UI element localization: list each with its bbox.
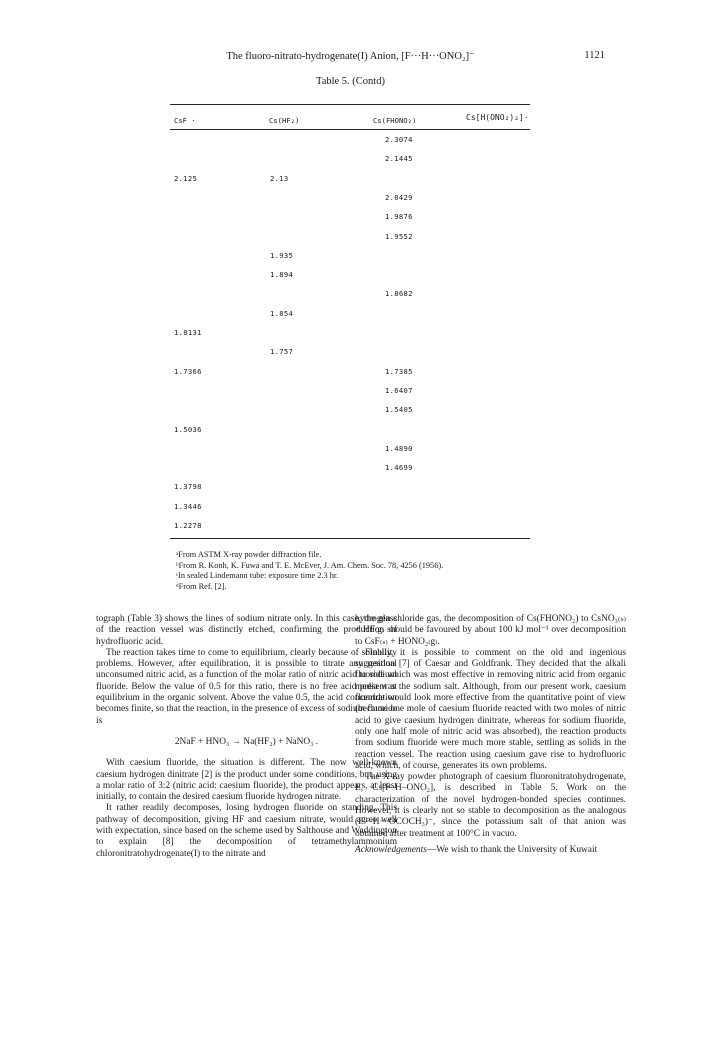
table-cell: 1.9876 (385, 212, 413, 222)
left-text-column (96, 614, 397, 860)
paragraph: Finally, it is possible to comment on the old and ingenious suggestion [7] of Caesar and Goldfrank. They decided that the alkali fluoride which was most effective in removing nitric acid from organic media was the sodium salt. Although, from our present work, caesium fluoride would look more effective from the quantitative point of view (because one mole of caesium fluoride reacted with two moles of nitric acid to give caesium hydrogen dinitrate, whereas for sodium fluoride, only one half mole of nitric acid was absorbed), the reaction products from sodium fluoride were much more stable, settling as solids in the reaction vessel. The reaction using caesium gave rise to hydrofluoric acid, which, of course, generates its own problems. (355, 647, 626, 771)
table-footnotes (176, 550, 443, 592)
table-cell: 1.894 (270, 270, 294, 280)
paragraph: With caesium fluoride, the situation is different. The now well-known caesium hydrogen dinitrate [2] is the product under some conditions, but, using a molar ratio of 3:2 (nitric acid: caesium fluoride), the product appears, at least initially, to contain the desired caesium fluoride hydrogen nitrate. (96, 758, 397, 803)
table-cell: 1.8682 (385, 289, 413, 299)
paragraph: It rather readily decomposes, losing hydrogen fluoride on standing. This pathway of decomposition, giving HF and caesium nitrate, would agree well with expectation, since based on the scheme used by Salthouse and Waddington to explain [8] the decomposition of tetramethylammonium chloronitratohydrogenate(I) to the nitrate and (96, 803, 397, 859)
page-number: 1121 (584, 50, 605, 61)
table-cell: 2.0429 (385, 192, 413, 202)
footnote-a: ᵃFrom ASTM X-ray powder diffraction file. (176, 550, 322, 559)
equation: 2NaF + HNO₃ → Na(HF₂) + NaNO₃ . (174, 736, 319, 747)
table-cell: 1.8131 (174, 328, 202, 337)
paragraph: The reaction takes time to come to equilibrium, clearly because of solubility problems. However, after equilibration, it is possible to titrate any residual unconsumed nitric acid, as a function of the molar ratio of nitric acid to sodium fluoride. Below the value of 0.5 for this ratio, there is no free acid present at equilibrium in the organic solvent. Above the value 0.5, the acid concentration becomes finite, so that the reaction, in the presence of excess of sodium fluoride is (96, 647, 397, 726)
column-header-cs-h-ono2-2: Cs[H(ONO₂)₂]· (466, 113, 529, 122)
table-cell: 1.854 (270, 308, 294, 318)
column-header-cs-hf2: Cs(HF₂) (269, 116, 300, 125)
table-cell: 1.5036 (174, 424, 202, 434)
table-cell: 1.4890 (385, 443, 413, 453)
table-cell: 1.9552 (385, 231, 413, 241)
table-cell: 1.5405 (385, 405, 413, 415)
paragraph: tograph (Table 3) shows the lines of sodium nitrate only. In this case, the glass of the reaction vessel was distinctly etched, confirming the production of hydrofluoric acid. (96, 614, 397, 647)
table-cell: 2.3074 (385, 135, 413, 144)
table-top-rule (170, 104, 530, 105)
table-bottom-rule (170, 538, 530, 539)
table-caption: Table 5. (Contd) (316, 76, 385, 87)
table-header-rule (170, 129, 530, 130)
table-cell: 1.4699 (385, 463, 413, 473)
table-cell: 2.1445 (385, 154, 413, 164)
table-cell: 1.6407 (385, 385, 413, 395)
table-cell: 1.7385 (385, 366, 413, 376)
footnote-d: ᵈFrom Ref. [2]. (176, 581, 227, 591)
column-header-cs-fhono2: Cs(FHONO₂) (373, 116, 417, 125)
table-cell: 2.125 (174, 173, 198, 183)
footnote-c: ᶜIn sealed Lindemann tube: exposure time 2.3 hr. (176, 571, 339, 581)
table-cell: 1.935 (270, 250, 294, 260)
acknowledgements-label: Acknowledgements (355, 844, 427, 855)
table-cell: 1.757 (270, 347, 294, 357)
footnote-b: ᵇFrom R. Konh, K. Fuwa and T. E. McEver, J. Am. Chem. Soc. 78, 4256 (1956). (176, 560, 444, 570)
table-cell: 1.2278 (174, 521, 202, 530)
table-cell: 2.13 (270, 173, 289, 183)
column-header-csf: CsF · (174, 116, 196, 125)
right-text-column (355, 614, 626, 856)
acknowledgements-text: —We wish to thank the University of Kuwait (426, 844, 598, 855)
running-title: The fluoro-nitrato-hydrogenate(I) Anion, [F···H···ONO₂]⁻ (226, 51, 475, 62)
paragraph: hydrogen chloride gas, the decomposition of Cs(FHONO₂) to CsNO₃₍ₛ₎ + HF₍g₎ should be favoured by about 100 kJ mol⁻¹ over decomposition to CsF₍ₛ₎ + HONO₂₍g₎. (355, 614, 626, 647)
table-cell: 1.3798 (174, 482, 202, 492)
table-cell: 1.3446 (174, 501, 202, 511)
paragraph: The X-ray powder photograph of caesium fluoronitratohydrogenate, E, Cs[F–H–ONO₂], is described in Table 5. Work on the characterization of the novel hydrogen-bonded species continues. However, it is clearly not so stable to decomposition as the analogous (F···H···OCOCH₃)⁻, since the potassium salt of that anion was obtained after treatment at 100°C in vacuo. (355, 772, 626, 839)
table-cell: 1.7366 (174, 366, 202, 376)
acknowledgements (355, 845, 626, 856)
